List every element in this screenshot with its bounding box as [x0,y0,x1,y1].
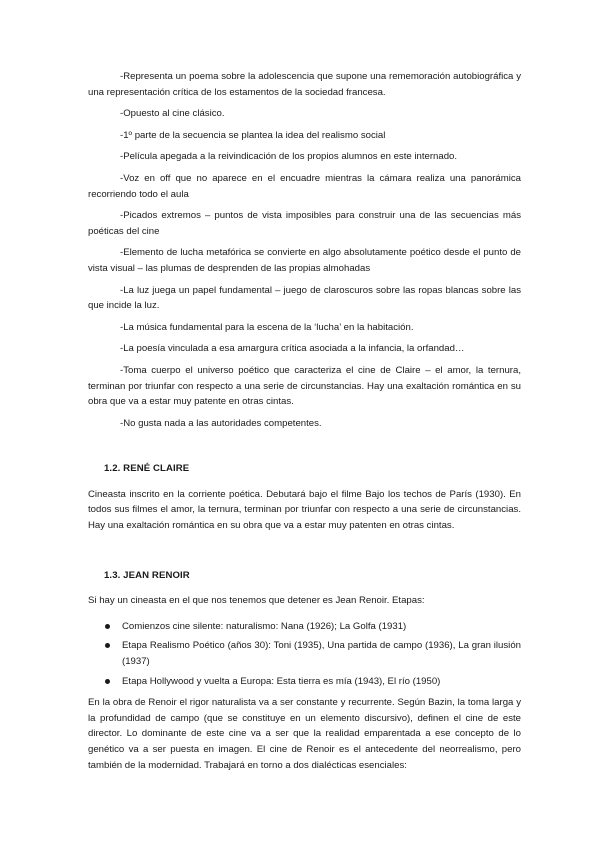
section-spacer [88,437,521,461]
list-item [88,638,521,669]
note-item-6: -Picados extremos – puntos de vista imposibles para construir una de las secuencias más poéticas del cine [88,210,521,237]
bullet-icon [105,643,110,648]
list-item-text: Etapa Realismo Poético (años 30): Toni (1935), Una partida de campo (1936), La gran ilusión (1937) [122,640,521,668]
list-item [88,619,521,635]
note-item-10: -La poesía vinculada a esa amargura crítica asociada a la infancia, la orfandad… [120,343,465,355]
bullet-icon [105,679,110,684]
section-intro-jean-renoir: Si hay un cineasta en el que nos tenemos que detener es Jean Renoir. Etapas: [88,595,425,607]
section-body-jean-renoir: En la obra de Renoir el rigor naturalista va a ser constante y recurrente. Según Bazin, la toma larga y la profundidad de campo (que se constituye en un elemento discursivo), definen el cine de este director. Lo dominante de este cine va a ser que la realidad emparentada a ese concepto de lo genético va a ser puesta en imagen. El cine de Renoir es el antecedente del neorrealismo, pero también de la modernidad. Trabajará en torno a dos dialécticas esenciales: [88,697,521,771]
section-body-rene-clair: Cineasta inscrito en la corriente poética. Debutará bajo el filme Bajo los techos de París (1930). En todos sus filmes el amor, la ternura, terminan por triunfar con respecto a una serie de circunstancias. Hay una exaltación romántica en su obra que va a estar muy patenten en otras cintas. [88,488,521,532]
note-item-5: -Voz en off que no aparece en el encuadre mientras la cámara realiza una panorámica recorriendo todo el aula [88,172,521,200]
note-item-4: -Película apegada a la reivindicación de los propios alumnos en este internado. [120,151,458,163]
list-item [88,674,521,690]
note-item-7: -Elemento de lucha metafórica se convierte en algo absolutamente poético desde el punto de vista visual – las plumas de desprenden de las propias almohadas [88,247,521,274]
list-item-text: Etapa Hollywood y vuelta a Europa: Esta tierra es mía (1943), El río (1950) [122,675,441,687]
note-item-9: -La música fundamental para la escena de la ‘lucha’ en la habitación. [120,321,414,333]
list-item-text: Comienzos cine silente: naturalismo: Nana (1926); La Golfa (1931) [122,620,407,632]
section-heading-rene-clair: 1.2. RENÉ CLAIRE [104,463,190,475]
note-item-12: -No gusta nada a las autoridades competentes. [120,417,322,429]
stages-list [88,619,521,689]
note-item-11: -Toma cuerpo el universo poético que caracteriza el cine de Claire – el amor, la ternura, terminan por triunfar con respecto a una serie de circunstancias. Hay una exaltación romántica en su obra que va a estar muy patente en otras cintas. [88,364,521,408]
note-item-3: -1º parte de la secuencia se plantea la idea del realismo social [120,129,386,141]
note-item-1: -Representa un poema sobre la adolescencia que supone una rememoración autobiográfica y una representación crítica de los estamentos de la sociedad francesa. [88,71,521,98]
bullet-icon [105,624,110,629]
note-item-8: -La luz juega un papel fundamental – juego de claroscuros sobre las ropas blancas sobre las que incide la luz. [88,284,521,312]
note-item-2: -Opuesto al cine clásico. [120,108,225,120]
section-spacer [88,544,521,568]
section-heading-jean-renoir: 1.3. JEAN RENOIR [104,569,190,581]
